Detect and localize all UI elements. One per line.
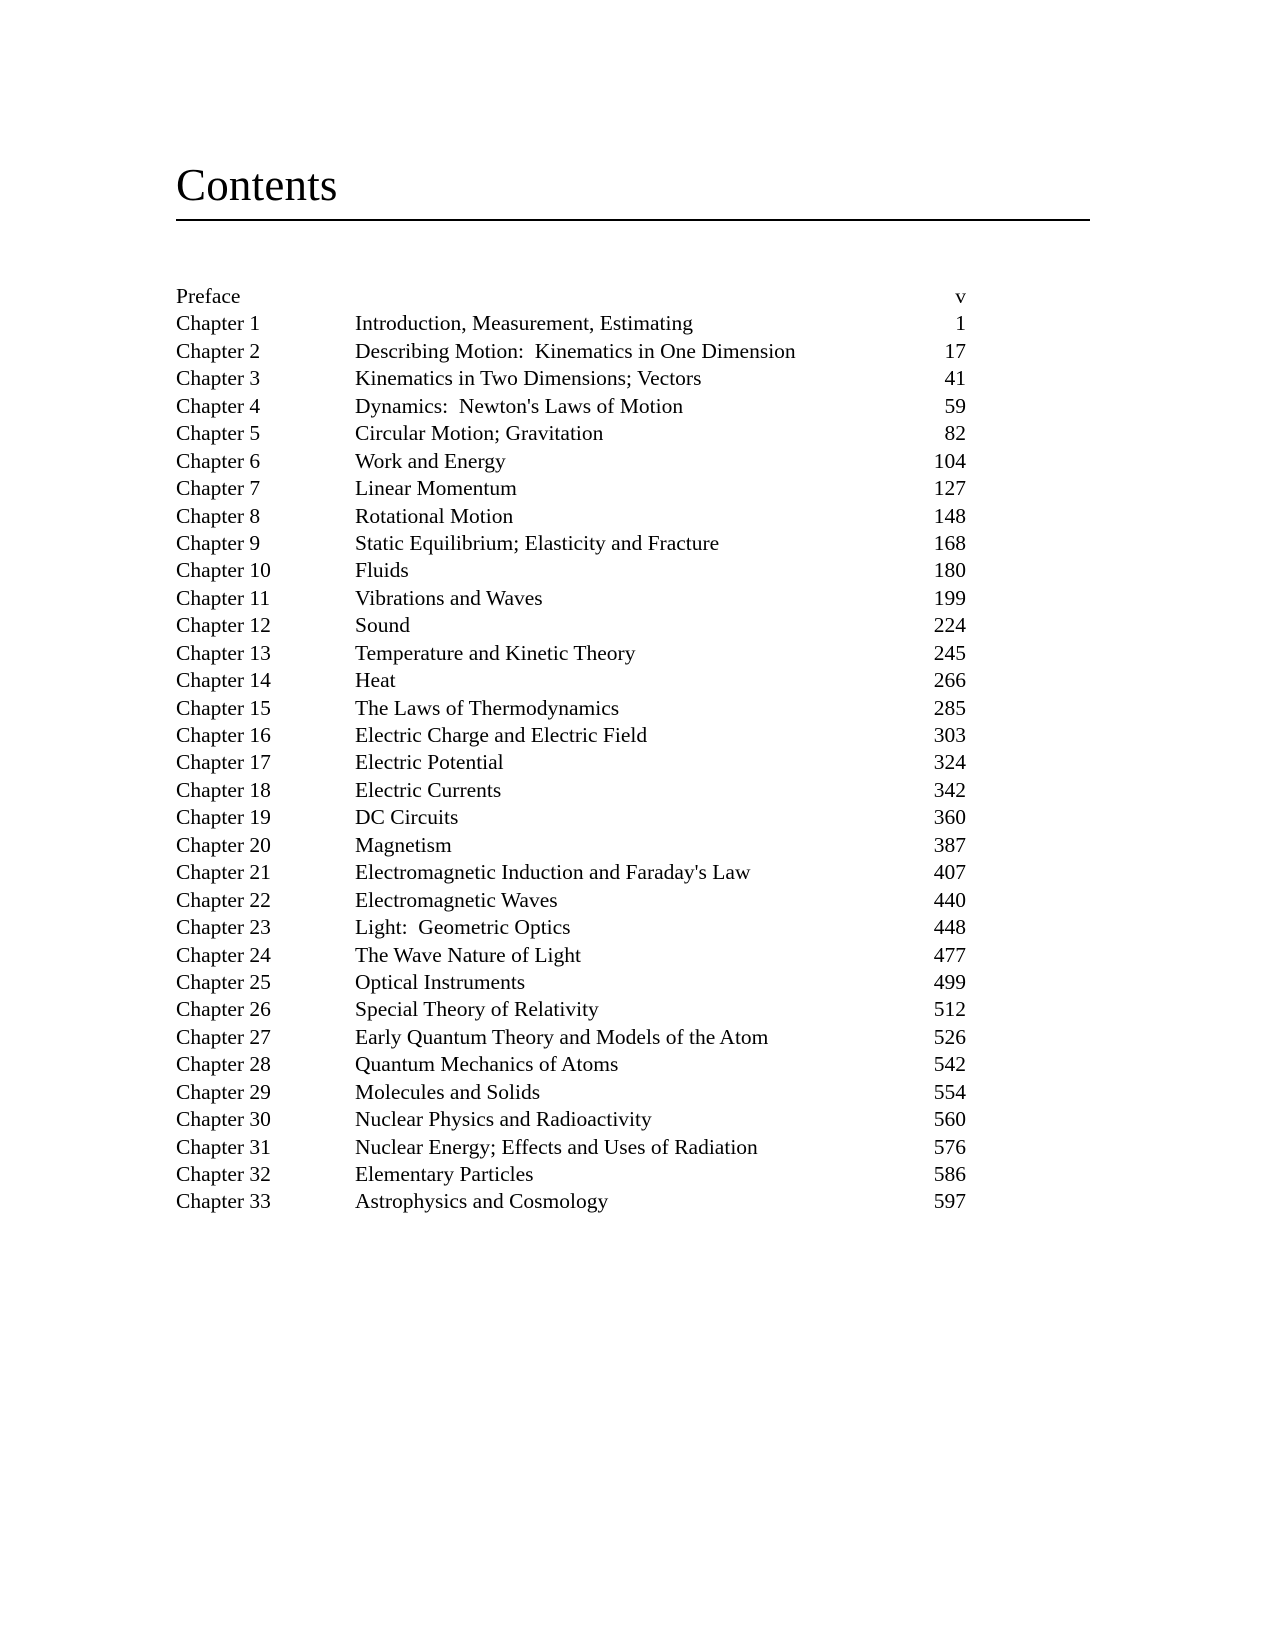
toc-entry-row[interactable] bbox=[176, 887, 966, 914]
toc-entry-label: Chapter 6 bbox=[176, 448, 261, 473]
toc-entry-title: Introduction, Measurement, Estimating bbox=[355, 311, 693, 336]
toc-entry-label: Chapter 21 bbox=[176, 860, 271, 885]
toc-entry-page-number: v bbox=[955, 284, 966, 308]
toc-entry-page-number: 104 bbox=[933, 448, 966, 473]
toc-entry-page-number: 41 bbox=[944, 366, 966, 391]
toc-entry-title: DC Circuits bbox=[355, 805, 459, 830]
toc-entry-title: Astrophysics and Cosmology bbox=[355, 1189, 609, 1214]
toc-entry-label: Chapter 31 bbox=[176, 1134, 271, 1159]
toc-entry-page-number: 512 bbox=[933, 997, 966, 1022]
toc-entry-page-number: 448 bbox=[933, 915, 966, 940]
toc-entry-title: Describing Motion: Kinematics in One Dimension bbox=[355, 338, 796, 363]
toc-entry-title: Electric Potential bbox=[355, 750, 504, 775]
toc-entry-row[interactable] bbox=[176, 1106, 966, 1133]
toc-entry-row[interactable] bbox=[176, 585, 966, 612]
toc-entry-label: Chapter 26 bbox=[176, 997, 271, 1022]
toc-entry-row[interactable] bbox=[176, 365, 966, 392]
toc-entry-label: Chapter 13 bbox=[176, 640, 271, 665]
toc-entry-page-number: 440 bbox=[933, 887, 966, 912]
toc-entry-title: Rotational Motion bbox=[355, 503, 514, 528]
toc-entry-row[interactable] bbox=[176, 996, 966, 1023]
toc-entry-row[interactable] bbox=[176, 695, 966, 722]
toc-entry-page-number: 526 bbox=[933, 1024, 966, 1049]
toc-entry-row[interactable] bbox=[176, 832, 966, 859]
toc-entry-label: Chapter 15 bbox=[176, 695, 271, 720]
toc-entry-label: Chapter 10 bbox=[176, 558, 271, 583]
toc-entry-title: Electromagnetic Induction and Faraday's Law bbox=[355, 860, 751, 885]
toc-entry-label: Chapter 23 bbox=[176, 915, 271, 940]
toc-entry-title: The Laws of Thermodynamics bbox=[355, 695, 620, 720]
toc-entry-page-number: 59 bbox=[944, 393, 966, 418]
toc-entry-page-number: 303 bbox=[933, 723, 966, 747]
toc-entry-row[interactable] bbox=[176, 859, 966, 886]
toc-entry-page-number: 127 bbox=[933, 476, 966, 501]
toc-entry-page-number: 560 bbox=[933, 1107, 966, 1132]
toc-entry-title: Dynamics: Newton's Laws of Motion bbox=[355, 393, 684, 418]
toc-entry-row[interactable] bbox=[176, 942, 966, 969]
toc-entry-row[interactable] bbox=[176, 914, 966, 941]
toc-entry-page-number: 224 bbox=[933, 613, 966, 638]
toc-entry-row[interactable] bbox=[176, 1134, 966, 1161]
toc-entry-title: Static Equilibrium; Elasticity and Fracture bbox=[355, 530, 720, 555]
toc-entry-title: Circular Motion; Gravitation bbox=[355, 421, 604, 446]
toc-entry-title: The Wave Nature of Light bbox=[355, 942, 581, 967]
toc-entry-title: Quantum Mechanics of Atoms bbox=[355, 1052, 619, 1077]
toc-entry-page-number: 324 bbox=[933, 750, 966, 775]
toc-entry-row[interactable] bbox=[176, 448, 966, 475]
toc-entry-row[interactable] bbox=[176, 612, 966, 639]
toc-entry-label: Chapter 27 bbox=[176, 1024, 271, 1049]
toc-entry-title: Sound bbox=[355, 613, 410, 638]
toc-entry-page-number: 168 bbox=[933, 530, 966, 555]
toc-entry-row[interactable] bbox=[176, 1188, 966, 1215]
toc-entry-title: Elementary Particles bbox=[355, 1162, 534, 1186]
toc-entry-page-number: 499 bbox=[933, 969, 966, 994]
toc-entry-row[interactable] bbox=[176, 1051, 966, 1078]
toc-entry-label: Chapter 33 bbox=[176, 1189, 271, 1214]
toc-entry-label: Chapter 2 bbox=[176, 338, 261, 363]
toc-entry-label: Chapter 14 bbox=[176, 668, 271, 693]
toc-entry-page-number: 17 bbox=[944, 338, 966, 363]
toc-entry-row[interactable] bbox=[176, 969, 966, 996]
toc-entry-title: Nuclear Physics and Radioactivity bbox=[355, 1107, 652, 1132]
toc-entry-page-number: 407 bbox=[933, 860, 966, 885]
toc-entry-page-number: 477 bbox=[933, 942, 966, 967]
toc-entry-label: Chapter 24 bbox=[176, 942, 271, 967]
toc-entry-title: Kinematics in Two Dimensions; Vectors bbox=[355, 366, 702, 391]
page-title: Contents bbox=[176, 160, 338, 210]
contents-header bbox=[176, 158, 1090, 229]
toc-entry-label: Chapter 28 bbox=[176, 1052, 271, 1077]
toc-entry-label: Chapter 3 bbox=[176, 366, 261, 391]
toc-entry-row[interactable] bbox=[176, 1024, 966, 1051]
toc-entry-label: Chapter 20 bbox=[176, 832, 271, 857]
table-of-contents-list bbox=[176, 283, 966, 1216]
toc-entry-label: Chapter 1 bbox=[176, 311, 261, 336]
toc-entry-label: Chapter 11 bbox=[176, 585, 271, 610]
toc-entry-row[interactable] bbox=[176, 503, 966, 530]
toc-entry-label: Chapter 29 bbox=[176, 1079, 271, 1104]
toc-entry-title: Magnetism bbox=[355, 832, 452, 857]
toc-entry-label: Chapter 4 bbox=[176, 393, 261, 418]
toc-entry-row[interactable] bbox=[176, 338, 966, 365]
toc-entry-page-number: 148 bbox=[933, 503, 966, 528]
toc-entry-label: Chapter 17 bbox=[176, 750, 271, 775]
toc-entry-row[interactable] bbox=[176, 749, 966, 776]
toc-entry-title: Early Quantum Theory and Models of the Atom bbox=[355, 1024, 769, 1049]
toc-entry-title: Heat bbox=[355, 668, 396, 693]
toc-entry-title: Light: Geometric Optics bbox=[355, 915, 571, 940]
toc-entry-page-number: 266 bbox=[933, 668, 966, 693]
toc-entry-page-number: 387 bbox=[933, 832, 966, 857]
toc-entry-label: Chapter 8 bbox=[176, 503, 261, 528]
toc-entry-row[interactable] bbox=[176, 310, 966, 337]
toc-entry-page-number: 554 bbox=[933, 1079, 966, 1104]
toc-entry-title: Electric Charge and Electric Field bbox=[355, 723, 648, 747]
toc-entry-page-number: 542 bbox=[933, 1052, 966, 1077]
toc-entry-title: Fluids bbox=[355, 558, 409, 583]
toc-entry-row[interactable] bbox=[176, 640, 966, 667]
toc-entry-page-number: 576 bbox=[933, 1134, 966, 1159]
toc-entry-row[interactable] bbox=[176, 777, 966, 804]
toc-entry-label: Chapter 12 bbox=[176, 613, 271, 638]
toc-entry-row[interactable] bbox=[176, 530, 966, 557]
toc-entry-label: Chapter 22 bbox=[176, 887, 271, 912]
toc-entry-page-number: 245 bbox=[933, 640, 966, 665]
toc-entry-label: Chapter 16 bbox=[176, 723, 271, 747]
toc-entry-label: Preface bbox=[176, 284, 241, 308]
toc-entry-row[interactable] bbox=[176, 667, 966, 694]
toc-entry-title: Optical Instruments bbox=[355, 969, 526, 994]
toc-entry-label: Chapter 19 bbox=[176, 805, 271, 830]
toc-entry-title: Work and Energy bbox=[355, 448, 506, 473]
toc-entry-title: Electromagnetic Waves bbox=[355, 887, 558, 912]
toc-entry-label: Chapter 18 bbox=[176, 777, 271, 802]
toc-entry-page-number: 285 bbox=[933, 695, 966, 720]
toc-entry-label: Chapter 30 bbox=[176, 1107, 271, 1132]
toc-entry-row[interactable] bbox=[176, 804, 966, 831]
toc-entry-title: Molecules and Solids bbox=[355, 1079, 541, 1104]
toc-entry-row[interactable] bbox=[176, 1079, 966, 1106]
toc-entry-row[interactable] bbox=[176, 283, 966, 310]
toc-entry-label: Chapter 32 bbox=[176, 1162, 271, 1186]
toc-entry-row[interactable] bbox=[176, 393, 966, 420]
toc-entry-title: Vibrations and Waves bbox=[355, 585, 543, 610]
toc-entry-title: Electric Currents bbox=[355, 777, 502, 802]
toc-entry-page-number: 180 bbox=[933, 558, 966, 583]
toc-entry-page-number: 586 bbox=[933, 1162, 966, 1186]
toc-entry-page-number: 597 bbox=[933, 1189, 966, 1214]
toc-entry-page-number: 360 bbox=[933, 805, 966, 830]
toc-entry-row[interactable] bbox=[176, 475, 966, 502]
toc-entry-label: Chapter 9 bbox=[176, 530, 261, 555]
toc-entry-label: Chapter 7 bbox=[176, 476, 261, 501]
toc-entry-row[interactable] bbox=[176, 420, 966, 447]
toc-entry-row[interactable] bbox=[176, 557, 966, 584]
toc-entry-title: Special Theory of Relativity bbox=[355, 997, 599, 1022]
toc-entry-page-number: 1 bbox=[955, 311, 966, 336]
toc-entry-page-number: 342 bbox=[933, 777, 966, 802]
toc-entry-title: Nuclear Energy; Effects and Uses of Radiation bbox=[355, 1134, 758, 1159]
toc-entry-label: Chapter 25 bbox=[176, 969, 271, 994]
title-divider bbox=[176, 219, 1090, 221]
toc-entry-label: Chapter 5 bbox=[176, 421, 261, 446]
toc-entry-page-number: 199 bbox=[933, 585, 966, 610]
toc-entry-row[interactable] bbox=[176, 1161, 966, 1188]
toc-entry-row[interactable] bbox=[176, 722, 966, 749]
toc-entry-title: Linear Momentum bbox=[355, 476, 517, 501]
toc-entry-page-number: 82 bbox=[944, 421, 966, 446]
toc-entry-title: Temperature and Kinetic Theory bbox=[355, 640, 636, 665]
